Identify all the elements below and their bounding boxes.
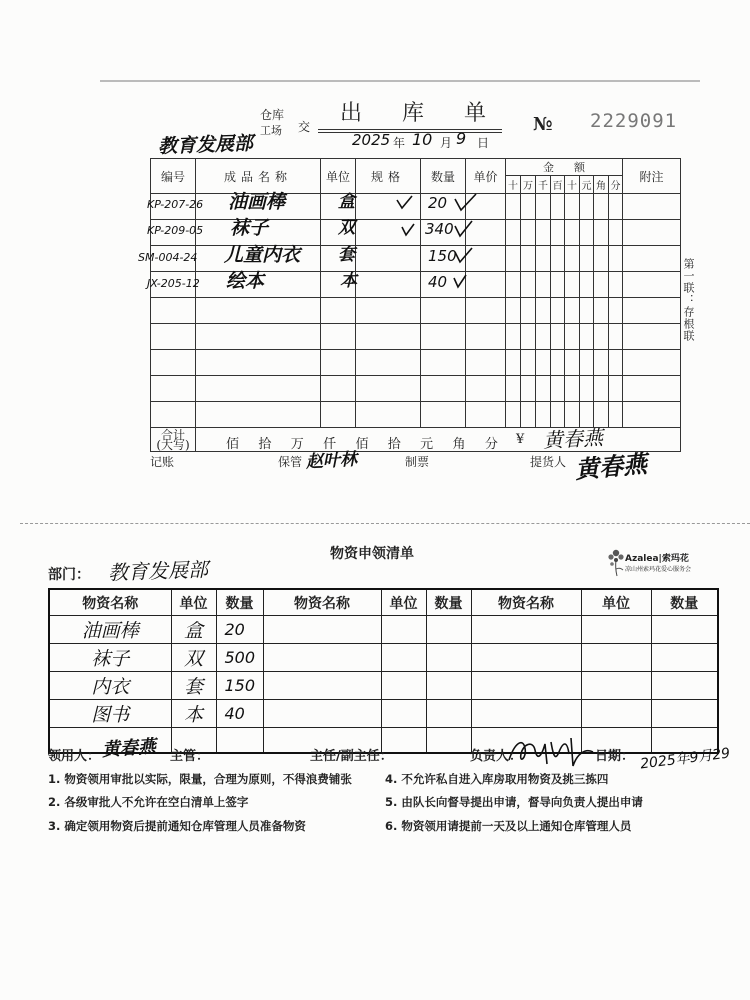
serial-number: 2229091 <box>590 110 678 132</box>
header-item-name: 物资名称 <box>263 589 381 616</box>
table-cell <box>381 700 426 728</box>
total-unit: 佰 <box>226 437 240 452</box>
row4-unit: 本 <box>340 271 357 291</box>
header-price: 单价 <box>466 159 506 194</box>
header-unit: 单位 <box>321 159 356 194</box>
header-item-name: 物资名称 <box>49 589 171 616</box>
row2-unit: 双 <box>338 218 355 238</box>
header-amount: 金额 <box>506 159 623 176</box>
amount-digit-header: 十 <box>506 176 521 194</box>
table-cell <box>216 728 263 754</box>
header-row <box>151 159 681 176</box>
amount-digit-header: 元 <box>580 176 594 194</box>
total-signature: 黄春燕 <box>542 425 604 453</box>
amount-digit-header: 十 <box>565 176 580 194</box>
rule-1: 1. 物资领用审批以实际，限量，合理为原则，不得浪费铺张 <box>48 772 352 786</box>
table-cell <box>426 700 471 728</box>
department-label: 部门： <box>48 567 90 583</box>
check-mark <box>455 248 472 262</box>
check-mark <box>402 224 414 235</box>
total-row <box>151 428 681 452</box>
table-row <box>49 616 718 644</box>
date-year: 2025 <box>352 131 391 149</box>
date-label: 日期： <box>595 749 635 764</box>
table-cell <box>651 644 718 672</box>
table-cell <box>426 728 471 754</box>
item-qty: 150 <box>216 672 263 700</box>
logo-brand: Azalea|索玛花 <box>625 554 689 564</box>
table-cell <box>426 672 471 700</box>
table-cell <box>581 616 651 644</box>
table-cell <box>581 644 651 672</box>
table-cell <box>651 616 718 644</box>
header-note: 附注 <box>623 159 681 194</box>
check-marks-layer <box>150 190 680 424</box>
item-qty: 20 <box>216 616 263 644</box>
table-cell <box>471 644 581 672</box>
item-name: 内衣 <box>49 672 171 700</box>
copy-note: 第一联：存根联 <box>682 258 695 342</box>
table-cell <box>471 616 581 644</box>
row3-unit: 套 <box>338 245 355 265</box>
item-unit: 盒 <box>171 616 216 644</box>
date-year-label: 年 <box>393 136 406 150</box>
table-cell <box>263 644 381 672</box>
table-row <box>49 700 718 728</box>
total-unit: 万 <box>290 437 304 452</box>
supervisor-label: 主管： <box>170 749 210 764</box>
director-label: 主任/副主任： <box>310 749 393 764</box>
department-handwritten: 教育发展部 <box>157 132 254 158</box>
handover-label: 交 <box>298 120 311 134</box>
table-cell <box>381 672 426 700</box>
table-row <box>49 672 718 700</box>
header-code: 编号 <box>151 159 196 194</box>
date-month-label: 月 <box>440 136 453 150</box>
table-cell <box>381 616 426 644</box>
total-units <box>226 433 498 452</box>
requisition-header-row <box>49 589 718 616</box>
total-label: 合计 <box>160 427 185 442</box>
table-cell <box>426 616 471 644</box>
currency-symbol: ¥ <box>516 432 525 447</box>
total-unit: 拾 <box>387 437 401 452</box>
outbound-title: 出库单 <box>340 101 527 126</box>
row2-code: KP-209-05 <box>147 224 204 237</box>
total-unit: 元 <box>420 437 434 452</box>
check-mark <box>455 194 476 210</box>
row1-code: KP-207-26 <box>147 198 204 211</box>
azalea-flower-icon <box>606 545 626 577</box>
row1-qty: 20 <box>428 194 448 212</box>
amount-digit-header: 分 <box>609 176 623 194</box>
row2-name: 袜子 <box>230 217 269 239</box>
total-unit: 拾 <box>258 437 272 452</box>
custodian-signature: 赵叶林 <box>305 449 358 473</box>
table-cell <box>381 644 426 672</box>
picker-label: 提货人 <box>530 455 567 469</box>
item-name: 袜子 <box>49 644 171 672</box>
recipient-label: 领用人： <box>48 749 101 764</box>
row4-qty: 40 <box>428 273 448 291</box>
header-item-name: 物资名称 <box>471 589 581 616</box>
requisition-department: 教育发展部 <box>107 557 209 585</box>
header-item-unit: 单位 <box>581 589 651 616</box>
header-spec: 规格 <box>356 159 421 194</box>
title-underline <box>318 132 502 133</box>
table-cell <box>581 700 651 728</box>
recipient-signature: 黄春燕 <box>101 736 157 761</box>
item-unit: 套 <box>171 672 216 700</box>
item-qty: 40 <box>216 700 263 728</box>
date-day: 9 <box>456 129 467 148</box>
header-qty: 数量 <box>421 159 466 194</box>
responsible-label: 负责人： <box>470 749 523 764</box>
row2-qty: 340 <box>425 220 454 238</box>
responsible-signature <box>505 734 597 770</box>
row3-code: SM-004-24 <box>138 251 198 264</box>
header-item-qty: 数量 <box>216 589 263 616</box>
table-cell <box>651 700 718 728</box>
header-name: 成品名称 <box>196 159 321 194</box>
row4-name: 绘本 <box>226 270 265 292</box>
check-mark <box>455 221 472 236</box>
total-label-cell <box>151 428 196 452</box>
ticketing-label: 制票 <box>405 455 430 469</box>
total-unit: 佰 <box>355 437 369 452</box>
table-cell <box>263 700 381 728</box>
total-amount-cell <box>196 425 681 453</box>
header-item-unit: 单位 <box>171 589 216 616</box>
requisition-title: 物资申领清单 <box>330 546 414 562</box>
rule-5: 5. 由队长向督导提出申请，督导向负责人提出申请 <box>385 795 643 809</box>
rule-3: 3. 确定领用物资后提前通知仓库管理人员准备物资 <box>48 819 306 833</box>
item-name: 图书 <box>49 700 171 728</box>
item-unit: 本 <box>171 700 216 728</box>
title-underline <box>318 129 502 130</box>
date-day-label: 日 <box>477 136 490 150</box>
item-name: 油画棒 <box>49 616 171 644</box>
check-mark <box>454 275 466 287</box>
logo-org: 凉山州索玛花爱心服务会 <box>625 566 692 573</box>
custodian-label: 保管 <box>278 455 303 469</box>
total-sublabel: (大写) <box>156 437 190 452</box>
total-unit: 分 <box>484 437 498 452</box>
item-unit: 双 <box>171 644 216 672</box>
table-cell <box>651 672 718 700</box>
header-item-unit: 单位 <box>381 589 426 616</box>
table-cell <box>263 616 381 644</box>
row3-name: 儿童内衣 <box>224 244 301 266</box>
table-cell <box>471 672 581 700</box>
row4-code: JX-205-12 <box>147 277 200 290</box>
table-cell <box>263 672 381 700</box>
row3-qty: 150 <box>428 247 457 265</box>
amount-digit-header: 万 <box>521 176 536 194</box>
workshop-label: 工场 <box>260 124 282 137</box>
header-item-qty: 数量 <box>426 589 471 616</box>
total-unit: 仟 <box>323 437 337 452</box>
warehouse-label: 仓库 <box>260 108 285 122</box>
rule-6: 6. 物资领用请提前一天及以上通知仓库管理人员 <box>385 819 632 833</box>
rule-4: 4. 不允许私自进入库房取用物资及挑三拣四 <box>385 772 609 786</box>
row1-name: 油画棒 <box>228 191 286 213</box>
table-cell <box>471 700 581 728</box>
bookkeeping-label: 记账 <box>150 455 175 469</box>
item-qty: 500 <box>216 644 263 672</box>
amount-digit-header: 角 <box>594 176 609 194</box>
check-mark <box>397 196 412 208</box>
requisition-table <box>48 588 719 754</box>
amount-digit-header: 千 <box>536 176 551 194</box>
table-cell <box>581 672 651 700</box>
table-cell <box>426 644 471 672</box>
number-label: № <box>533 114 553 135</box>
scan-artifact-line <box>100 80 700 82</box>
amount-digit-header: 百 <box>551 176 565 194</box>
total-unit: 角 <box>452 437 466 452</box>
date-month: 10 <box>412 130 433 149</box>
header-item-qty: 数量 <box>651 589 718 616</box>
requisition-date: 2025年9月29 <box>639 745 731 773</box>
rule-2: 2. 各级审批人不允许在空白清单上签字 <box>48 795 249 809</box>
cut-line <box>20 523 750 524</box>
picker-signature: 黄春燕 <box>573 449 649 485</box>
table-row <box>49 644 718 672</box>
row1-unit: 盒 <box>338 192 355 212</box>
